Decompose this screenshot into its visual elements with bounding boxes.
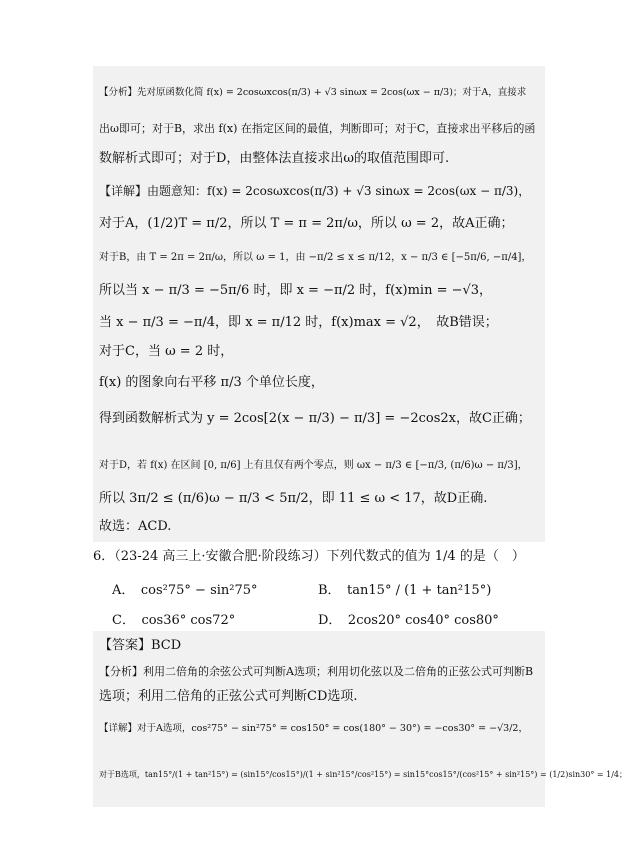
detail-line-10: 所以 3π/2 ≤ (π/6)ω − π/3 < 5π/2，即 11 ≤ ω < 17，故D正确. <box>99 491 488 506</box>
option-b: B． tan15° / (1 + tan²15°) <box>318 583 492 598</box>
option-a: A． cos²75° − sin²75° <box>112 583 258 598</box>
detail-line-2: 对于A，(1/2)T = π/2，所以 T = π = 2π/ω，所以 ω = 2，故A正确； <box>99 216 514 231</box>
detail-line-8: 得到函数解析式为 y = 2cos[2(x − π/3) − π/3] = −2cos2x，故C正确； <box>99 411 531 426</box>
detail-line-6: 对于C，当 ω = 2 时， <box>99 344 234 359</box>
analysis-6-line-2: 选项；利用二倍角的正弦公式可判断CD选项. <box>99 689 358 704</box>
question-6-stem: 6．（23-24 高三上·安徽合肥·阶段练习）下列代数式的值为 1/4 的是（ ） <box>93 549 525 564</box>
answer-line: 【答案】BCD <box>99 638 182 653</box>
detail-6-line-1: 【详解】对于A选项，cos²75° − sin²75° = cos150° = cos(180° − 30°) = −cos30° = −√3/2， <box>99 723 528 734</box>
analysis-line-2: 出ω即可；对于B，求出 f(x) 在指定区间的最值，判断即可；对于C，直接求出平移后的函 <box>99 122 536 135</box>
analysis-line-1: 【分析】先对原函数化简 f(x) = 2cosωxcos(π/3) + √3 sinωx = 2cos(ωx − π/3)；对于A，直接求 <box>99 87 527 98</box>
detail-6-line-2: 对于B选项，tan15°/(1 + tan²15°) = (sin15°/cos15°)/(1 + sin²15°/cos²15°) = sin15°cos15°/(cos²15° + sin²15°) = (1/2)sin30° = 1/4； <box>99 770 627 779</box>
analysis-6-line-1: 【分析】利用二倍角的余弦公式可判断A选项；利用切化弦以及二倍角的正弦公式可判断B <box>99 665 534 678</box>
option-c: C． cos36° cos72° <box>112 613 236 628</box>
detail-line-4: 所以当 x − π/3 = −5π/6 时，即 x = −π/2 时，f(x)min = −√3， <box>99 283 493 298</box>
detail-line-7: f(x) 的图象向右平移 π/3 个单位长度， <box>99 375 324 390</box>
detail-line-1: 【详解】由题意知：f(x) = 2cosωxcos(π/3) + √3 sinωx = 2cos(ωx − π/3)， <box>99 184 531 198</box>
option-d: D． 2cos20° cos40° cos80° <box>318 613 499 628</box>
detail-line-5: 当 x − π/3 = −π/4，即 x = π/12 时，f(x)max = √2， 故B错误； <box>99 315 498 330</box>
detail-line-9: 对于D，若 f(x) 在区间 [0, π/6] 上有且仅有两个零点，则 ωx − π/3 ∈ [−π/3, (π/6)ω − π/3]， <box>99 460 528 471</box>
detail-line-3: 对于B，由 T = 2π = 2π/ω，所以 ω = 1，由 −π/2 ≤ x ≤ π/12，x − π/3 ∈ [−5π/6, −π/4]， <box>99 252 532 263</box>
answer-choice: 故选：ACD. <box>99 519 172 534</box>
analysis-line-3: 数解析式即可；对于D，由整体法直接求出ω的取值范围即可. <box>99 151 450 166</box>
